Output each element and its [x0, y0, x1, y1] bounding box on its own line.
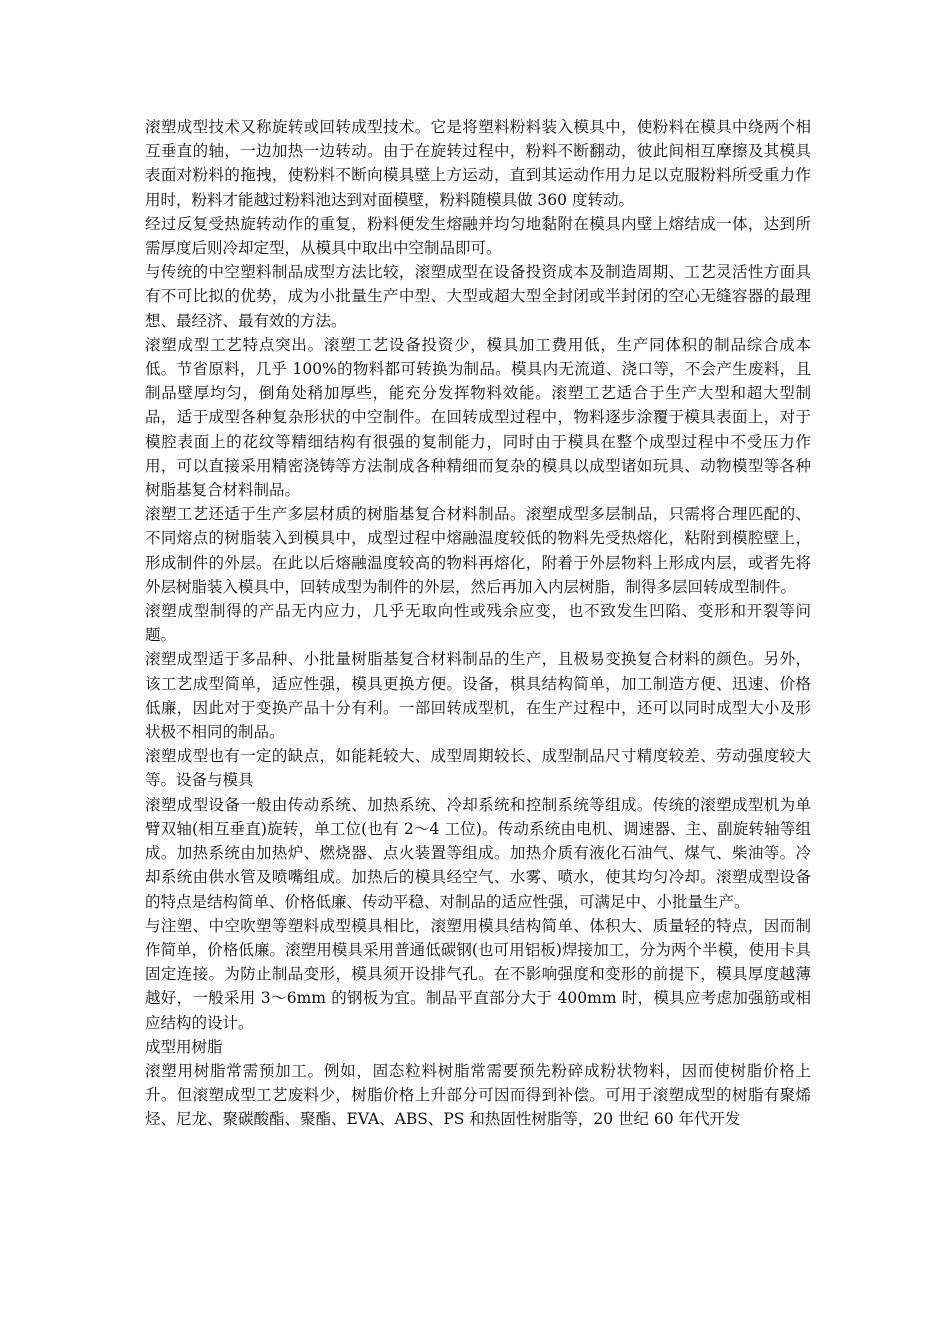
paragraph-10: 与注塑、中空吹塑等塑料成型模具相比，滚塑用模具结构简单、体积大、质量轻的特点，因而制作简单，价格低廉。滚塑用模具采用普通低碳钢(也可用铝板)焊接加工，分为两个半模，使用卡具固定连接。为防止制品变形，模具须开设排气孔。在不影响强度和变形的前提下，模具厚度越薄越好，一般采用 3～6mm 的钢板为宜。制品平直部分大于 400mm 时，模具应考虑加强筋或相应结构的设计。	[145, 916, 811, 1032]
paragraph-8: 滚塑成型也有一定的缺点，如能耗较大、成型周期较长、成型制品尺寸精度较差、劳动强度较大等。设备与模具	[145, 747, 811, 790]
paragraph-12: 滚塑用树脂常需预加工。例如，固态粒料树脂常需要预先粉碎成粉状物料，因而使树脂价格上升。但滚塑成型工艺废料少，树脂价格上升部分可因而得到补偿。可用于滚塑成型的树脂有聚烯烃、尼龙、聚碳酸酯、聚酯、EVA、ABS、PS 和热固性树脂等，20 世纪 60 年代开发	[145, 1061, 811, 1129]
paragraph-9: 滚塑成型设备一般由传动系统、加热系统、冷却系统和控制系统等组成。传统的滚塑成型机为单臂双轴(相互垂直)旋转，单工位(也有 2～4 工位)。传动系统由电机、调速器、主、副旋转轴等组成。加热系统由加热炉、燃烧器、点火装置等组成。加热介质有液化石油气、煤气、柴油等。冷却系统由供水管及喷嘴组成。加热后的模具经空气、水雾、喷水，使其均匀冷却。滚塑成型设备的特点是结构简单、价格低廉、传动平稳、对制品的适应性强，可满足中、小批量生产。	[145, 795, 811, 911]
document-body	[145, 115, 811, 1132]
paragraph-3: 与传统的中空塑料制品成型方法比较，滚塑成型在设备投资成本及制造周期、工艺灵活性方面具有不可比拟的优势，成为小批量生产中型、大型或超大型全封闭或半封闭的空心无缝容器的最理想、最经济、最有效的方法。	[145, 263, 811, 330]
paragraph-6: 滚塑成型制得的产品无内应力，几乎无取向性或残余应变，也不致发生凹陷、变形和开裂等问题。	[145, 602, 811, 645]
paragraph-1: 滚塑成型技术又称旋转或回转成型技术。它是将塑料粉料装入模具中，使粉料在模具中绕两个相互垂直的轴，一边加热一边转动。由于在旋转过程中，粉料不断翻动，彼此间相互摩擦及其模具表面对粉料的拖拽，使粉料不断向模具壁上方运动，直到其运动作用力足以克服粉料所受重力作用时，粉料才能越过粉料池达到对面模壁，粉料随模具做 360 度转动。	[145, 118, 811, 209]
section-heading-resin: 成型用树脂	[145, 1037, 223, 1056]
paragraph-7: 滚塑成型适于多品种、小批量树脂基复合材料制品的生产，且极易变换复合材料的颜色。另外，该工艺成型简单，适应性强，模具更换方便。设备，棋具结构简单，加工制造方便、迅速、价格低廉，因此对于变换产品十分有利。一部回转成型机，在生产过程中，还可以同时成型大小及形状极不相同的制品。	[145, 650, 811, 742]
paragraph-4: 滚塑成型工艺特点突出。滚塑工艺设备投资少，模具加工费用低，生产同体积的制品综合成本低。节省原料，几乎 100%的物料都可转换为制品。模具内无流道、浇口等，不会产生废料，且制品壁厚均匀，倒角处稍加厚些，能充分发挥物料效能。滚塑工艺适合于生产大型和超大型制品，适于成型各种复杂形状的中空制件。在回转成型过程中，物料逐步涂覆于模具表面上，对于模腔表面上的花纹等精细结构有很强的复制能力，同时由于模具在整个成型过程中不受压力作用，可以直接采用精密浇铸等方法制成各种精细而复杂的模具以成型诸如玩具、动物模型等各种树脂基复合材料制品。	[145, 335, 811, 500]
paragraph-2: 经过反复受热旋转动作的重复，粉料便发生熔融并均匀地黏附在模具内壁上熔结成一体，达到所需厚度后则冷却定型，从模具中取出中空制品即可。	[145, 214, 811, 258]
paragraph-5: 滚塑工艺还适于生产多层材质的树脂基复合材料制品。滚塑成型多层制品，只需将合理匹配的、不同熔点的树脂装入到模具中，成型过程中熔融温度较低的物料先受热熔化，粘附到模腔壁上，形成制件的外层。在此以后熔融温度较高的物料再熔化，附着于外层物料上形成内层，或者先将外层树脂装入模具中，回转成型为制件的外层，然后再加入内层树脂，制得多层回转成型制件。	[145, 505, 811, 596]
